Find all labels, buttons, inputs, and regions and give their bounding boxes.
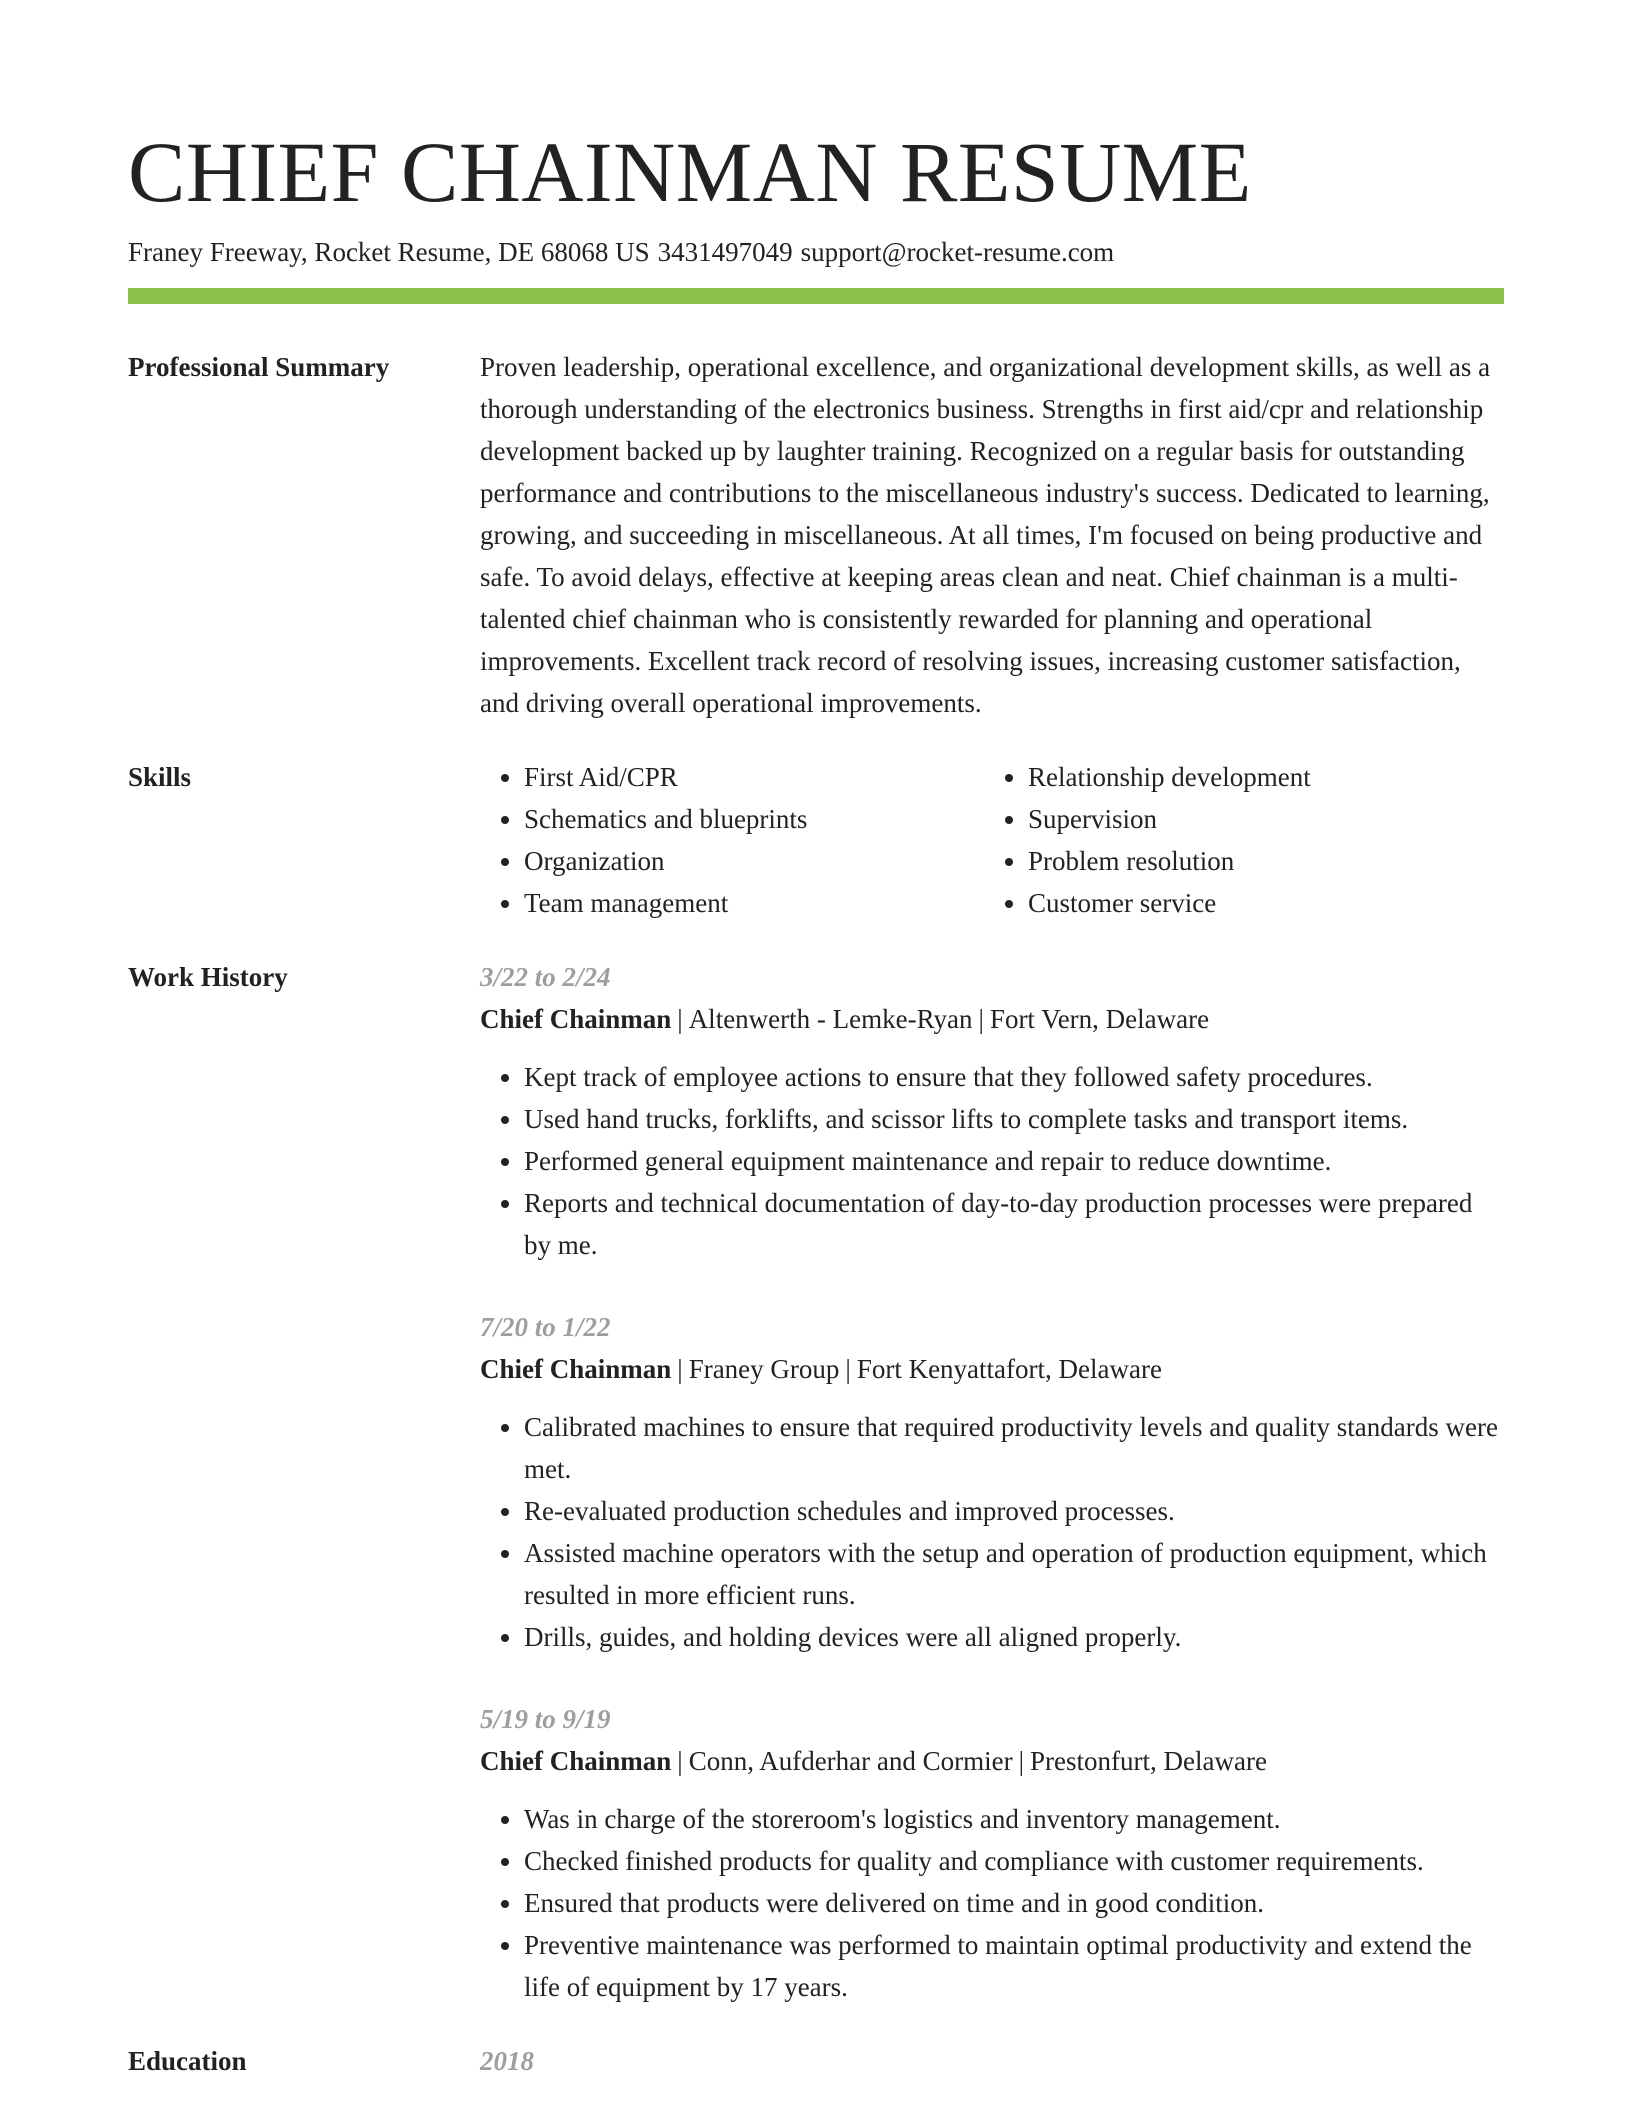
job-entry — [480, 1306, 1504, 1658]
skill-item: • Relationship development — [1028, 756, 1488, 798]
job-bullet: • Assisted machine operators with the setup and operation of production equipment, which resulted in more efficient runs. — [524, 1532, 1504, 1616]
skills-heading: Skills — [128, 762, 192, 792]
job-location: Prestonfurt, Delaware — [1030, 1746, 1267, 1776]
job-entry — [480, 1698, 1504, 2008]
job-header: Chief Chainman | Altenwerth - Lemke-Ryan | Fort Vern, Delaware — [480, 1004, 1210, 1034]
job-bullet: • Kept track of employee actions to ensure that they followed safety procedures. — [524, 1056, 1504, 1098]
skill-item: • First Aid/CPR — [524, 756, 984, 798]
job-header: Chief Chainman | Conn, Aufderhar and Cormier | Prestonfurt, Delaware — [480, 1746, 1267, 1776]
contact-address: Franey Freeway, Rocket Resume, DE 68068 US — [128, 237, 650, 267]
work-history-heading: Work History — [128, 962, 288, 992]
job-company: Altenwerth - Lemke-Ryan — [688, 1004, 973, 1034]
skills-list-right — [984, 756, 1488, 924]
education-year: 2018 — [480, 2046, 534, 2076]
job-bullets — [480, 1798, 1504, 2008]
job-bullet: • Ensured that products were delivered on time and in good condition. — [524, 1882, 1504, 1924]
job-dates: 5/19 to 9/19 — [480, 1704, 611, 1734]
job-bullet: • Was in charge of the storeroom's logistics and inventory management. — [524, 1798, 1504, 1840]
skills-section — [128, 756, 1504, 924]
job-dates: 3/22 to 2/24 — [480, 962, 611, 992]
skill-item: • Organization — [524, 840, 984, 882]
job-company: Conn, Aufderhar and Cormier — [688, 1746, 1013, 1776]
resume-title: CHIEF CHAINMAN RESUME — [128, 124, 1252, 220]
job-location: Fort Kenyattafort, Delaware — [856, 1354, 1162, 1384]
skill-item: • Supervision — [1028, 798, 1488, 840]
skill-item: • Schematics and blueprints — [524, 798, 984, 840]
job-bullet: • Reports and technical documentation of day-to-day production processes were prepared by me. — [524, 1182, 1504, 1266]
skills-list-left — [480, 756, 984, 924]
job-bullet: • Performed general equipment maintenance and repair to reduce downtime. — [524, 1140, 1504, 1182]
job-entry — [480, 956, 1504, 1266]
job-header: Chief Chainman | Franey Group | Fort Kenyattafort, Delaware — [480, 1354, 1162, 1384]
resume-page — [128, 118, 1504, 2082]
job-bullet: • Preventive maintenance was performed to maintain optimal productivity and extend the life of equipment by 17 years. — [524, 1924, 1504, 2008]
education-section — [128, 2040, 1504, 2082]
job-bullet: • Checked finished products for quality and compliance with customer requirements. — [524, 1840, 1504, 1882]
job-bullets — [480, 1056, 1504, 1266]
summary-section — [128, 346, 1504, 724]
skill-item: • Team management — [524, 882, 984, 924]
education-heading: Education — [128, 2046, 247, 2076]
work-history-section — [128, 956, 1504, 2008]
job-bullet: • Used hand trucks, forklifts, and scissor lifts to complete tasks and transport items. — [524, 1098, 1504, 1140]
job-bullet: • Calibrated machines to ensure that required productivity levels and quality standards were met. — [524, 1406, 1504, 1490]
job-title: Chief Chainman — [480, 1746, 672, 1776]
accent-divider — [128, 288, 1504, 304]
job-title: Chief Chainman — [480, 1004, 672, 1034]
job-location: Fort Vern, Delaware — [989, 1004, 1210, 1034]
job-bullet: • Drills, guides, and holding devices were all aligned properly. — [524, 1616, 1504, 1658]
job-dates: 7/20 to 1/22 — [480, 1312, 611, 1342]
summary-text: Proven leadership, operational excellence, and organizational development skills, as well as a thorough understanding of the electronics business. Strengths in first aid/cpr and relationship development backed up by laughter training. Recognized on a regular basis for outstanding performance and contributions to the miscellaneous industry's success. Dedicated to learning, growing, and succeeding in miscellaneous. At all times, I'm focused on being productive and safe. To avoid delays, effective at keeping areas clean and neat. Chief chainman is a multi-talented chief chainman who is consistently rewarded for planning and operational improvements. Excellent track record of resolving issues, increasing customer satisfaction, and driving overall operational improvements. — [480, 352, 1491, 718]
job-bullet: • Re-evaluated production schedules and improved processes. — [524, 1490, 1504, 1532]
job-title: Chief Chainman — [480, 1354, 672, 1384]
contact-line — [128, 232, 1504, 272]
contact-email: support@rocket-resume.com — [800, 237, 1115, 267]
job-bullets — [480, 1406, 1504, 1658]
contact-phone: 3431497049 — [657, 237, 793, 267]
skill-item: • Customer service — [1028, 882, 1488, 924]
summary-heading: Professional Summary — [128, 352, 390, 382]
skill-item: • Problem resolution — [1028, 840, 1488, 882]
job-company: Franey Group — [688, 1354, 840, 1384]
